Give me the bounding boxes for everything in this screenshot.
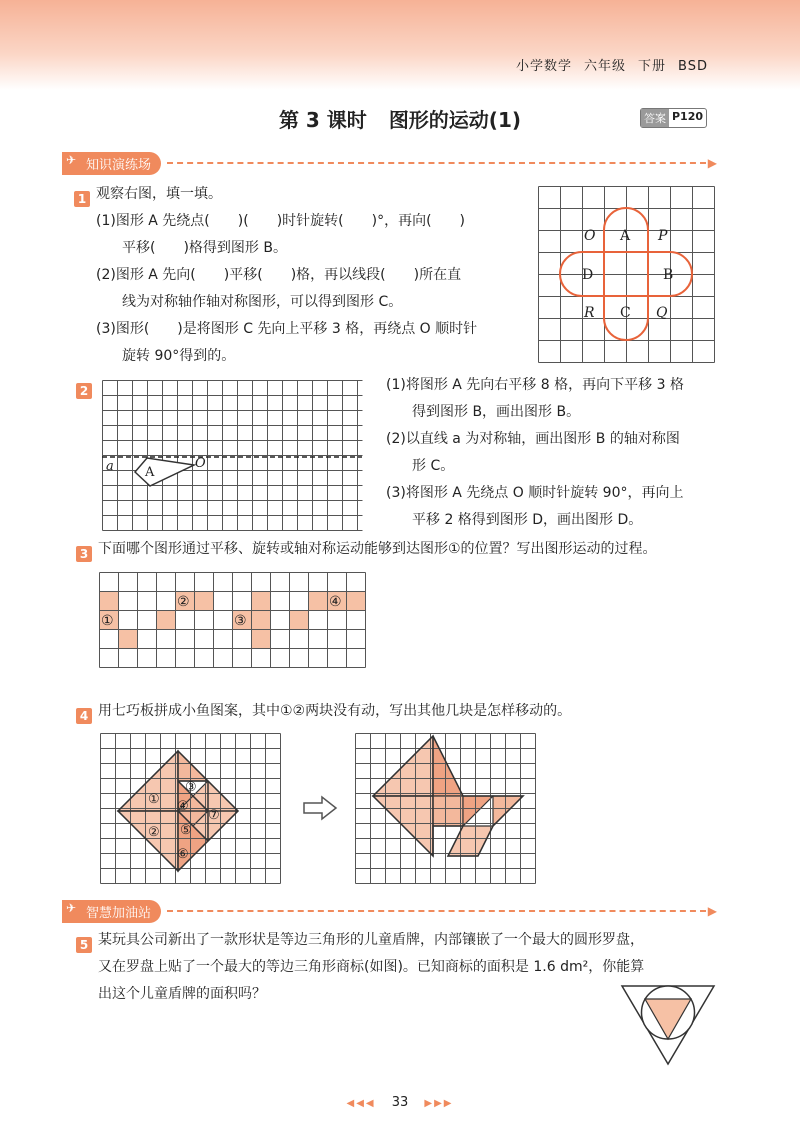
label-3: ③: [234, 613, 247, 629]
question-number: 4: [76, 708, 92, 724]
label-7: ⑦: [208, 808, 220, 823]
question-2-text: [386, 372, 726, 534]
label-P: P: [658, 228, 668, 244]
shape-A: [135, 458, 194, 486]
book-info: [504, 55, 708, 74]
label-2: ②: [148, 825, 160, 840]
label-B: B: [663, 267, 674, 283]
grade: 六年级: [584, 59, 627, 74]
q5-shield-figure: [618, 982, 718, 1067]
volume: 下册: [638, 59, 667, 74]
question-1-text: [96, 181, 536, 370]
answer-link[interactable]: [640, 108, 707, 128]
label-1: ①: [148, 792, 160, 807]
header-band: [0, 0, 800, 90]
label-a: a: [106, 459, 114, 474]
label-C: C: [620, 305, 631, 321]
page-footer: [0, 1095, 800, 1110]
label-O: O: [584, 228, 596, 244]
q1-stem: 观察右图，填一填。: [96, 186, 222, 202]
label-2: ②: [177, 594, 190, 610]
label-D: D: [582, 267, 594, 283]
q1-part1-cont: 平移( )格得到图形 B。: [122, 240, 287, 256]
q2-part2: (2)以直线 a 为对称轴，画出图形 B 的轴对称图: [386, 431, 680, 447]
question-number: 2: [76, 383, 92, 399]
q2-part1-cont: 得到图形 B，画出图形 B。: [412, 404, 581, 420]
q1-part1: (1)图形 A 先绕点( )( )时针旋转( )°，再向( ): [96, 213, 466, 229]
label-4: ④: [329, 594, 342, 610]
grid: [356, 734, 536, 884]
label-1: ①: [101, 613, 114, 629]
dashed-divider: [167, 162, 706, 164]
q2-figure: [102, 380, 363, 535]
question-number: 3: [76, 546, 92, 562]
grid: [539, 187, 715, 363]
section-title: ✈ 智慧加油站: [62, 900, 161, 923]
grid: [103, 381, 363, 531]
label-Q: Q: [656, 305, 668, 321]
grid: [101, 734, 281, 884]
q1-figure: [538, 186, 716, 364]
q5-line2: 又在罗盘上贴了一个最大的等边三角形商标(如图)。已知商标的面积是 1.6 dm²，你能算: [98, 959, 645, 975]
page-number: 33: [391, 1095, 409, 1110]
lesson-number: 第 3 课时: [278, 108, 367, 132]
label-6: ⑥: [177, 847, 189, 862]
label-O: O: [195, 456, 206, 471]
q4-fish-figure: [355, 733, 538, 888]
dashed-divider: [167, 910, 706, 912]
grid: [100, 573, 366, 668]
question-4-stem: 用七巧板拼成小鱼图案，其中①②两块没有动，写出其他几块是怎样移动的。: [98, 703, 572, 719]
q5-line3: 出这个儿童盾牌的面积吗？: [98, 986, 266, 1002]
question-3-stem: 下面哪个图形通过平移、旋转或轴对称运动能够到达图形①的位置？写出图形运动的过程。: [98, 541, 657, 557]
q2-part3-cont: 平移 2 格得到图形 D，画出图形 D。: [412, 512, 643, 528]
q1-part2-cont: 线为对称轴作轴对称图形，可以得到图形 C。: [122, 294, 403, 310]
label-4: ④: [177, 799, 189, 814]
edition: BSD: [678, 59, 708, 74]
label-R: R: [584, 305, 595, 321]
q2-part1: (1)将图形 A 先向右平移 8 格，再向下平移 3 格: [386, 377, 684, 393]
lesson-name: 图形的运动(1): [388, 108, 522, 132]
label-A: A: [620, 228, 631, 244]
section-title: ✈ 知识演练场: [62, 152, 161, 175]
question-number: 1: [74, 191, 90, 207]
arrow-right-icon: ▶: [707, 156, 717, 170]
q3-figure: [99, 572, 374, 670]
q1-part3: (3)图形( )是将图形 C 先向上平移 3 格，再绕点 O 顺时针: [96, 321, 478, 337]
section-header-challenge: [62, 900, 717, 922]
q1-part2: (2)图形 A 先向( )平移( )格，再以线段( )所在直: [96, 267, 462, 283]
q2-part3: (3)将图形 A 先绕点 O 顺时针旋转 90°，再向上: [386, 485, 684, 501]
label-3: ③: [185, 780, 197, 795]
answer-page: P120: [672, 110, 704, 123]
arrow-right-icon: [302, 795, 338, 821]
q5-line1: 某玩具公司新出了一款形状是等边三角形的儿童盾牌，内部镶嵌了一个最大的圆形罗盘，: [98, 932, 644, 948]
q2-part2-cont: 形 C。: [412, 458, 455, 474]
q1-part3-cont: 旋转 90°得到的。: [122, 348, 236, 364]
subject: 小学数学: [516, 59, 573, 74]
answer-label: 答案: [641, 109, 669, 127]
label-5: ⑤: [180, 823, 192, 838]
label-A: A: [145, 465, 155, 480]
section-header-practice: [62, 152, 717, 174]
q4-tangram-square: [100, 733, 283, 888]
next-arrows-icon: ▶▶▶: [424, 1098, 454, 1109]
question-number: 5: [76, 937, 92, 953]
prev-arrows-icon: ◀◀◀: [346, 1098, 376, 1109]
arrow-right-icon: ▶: [707, 904, 717, 918]
